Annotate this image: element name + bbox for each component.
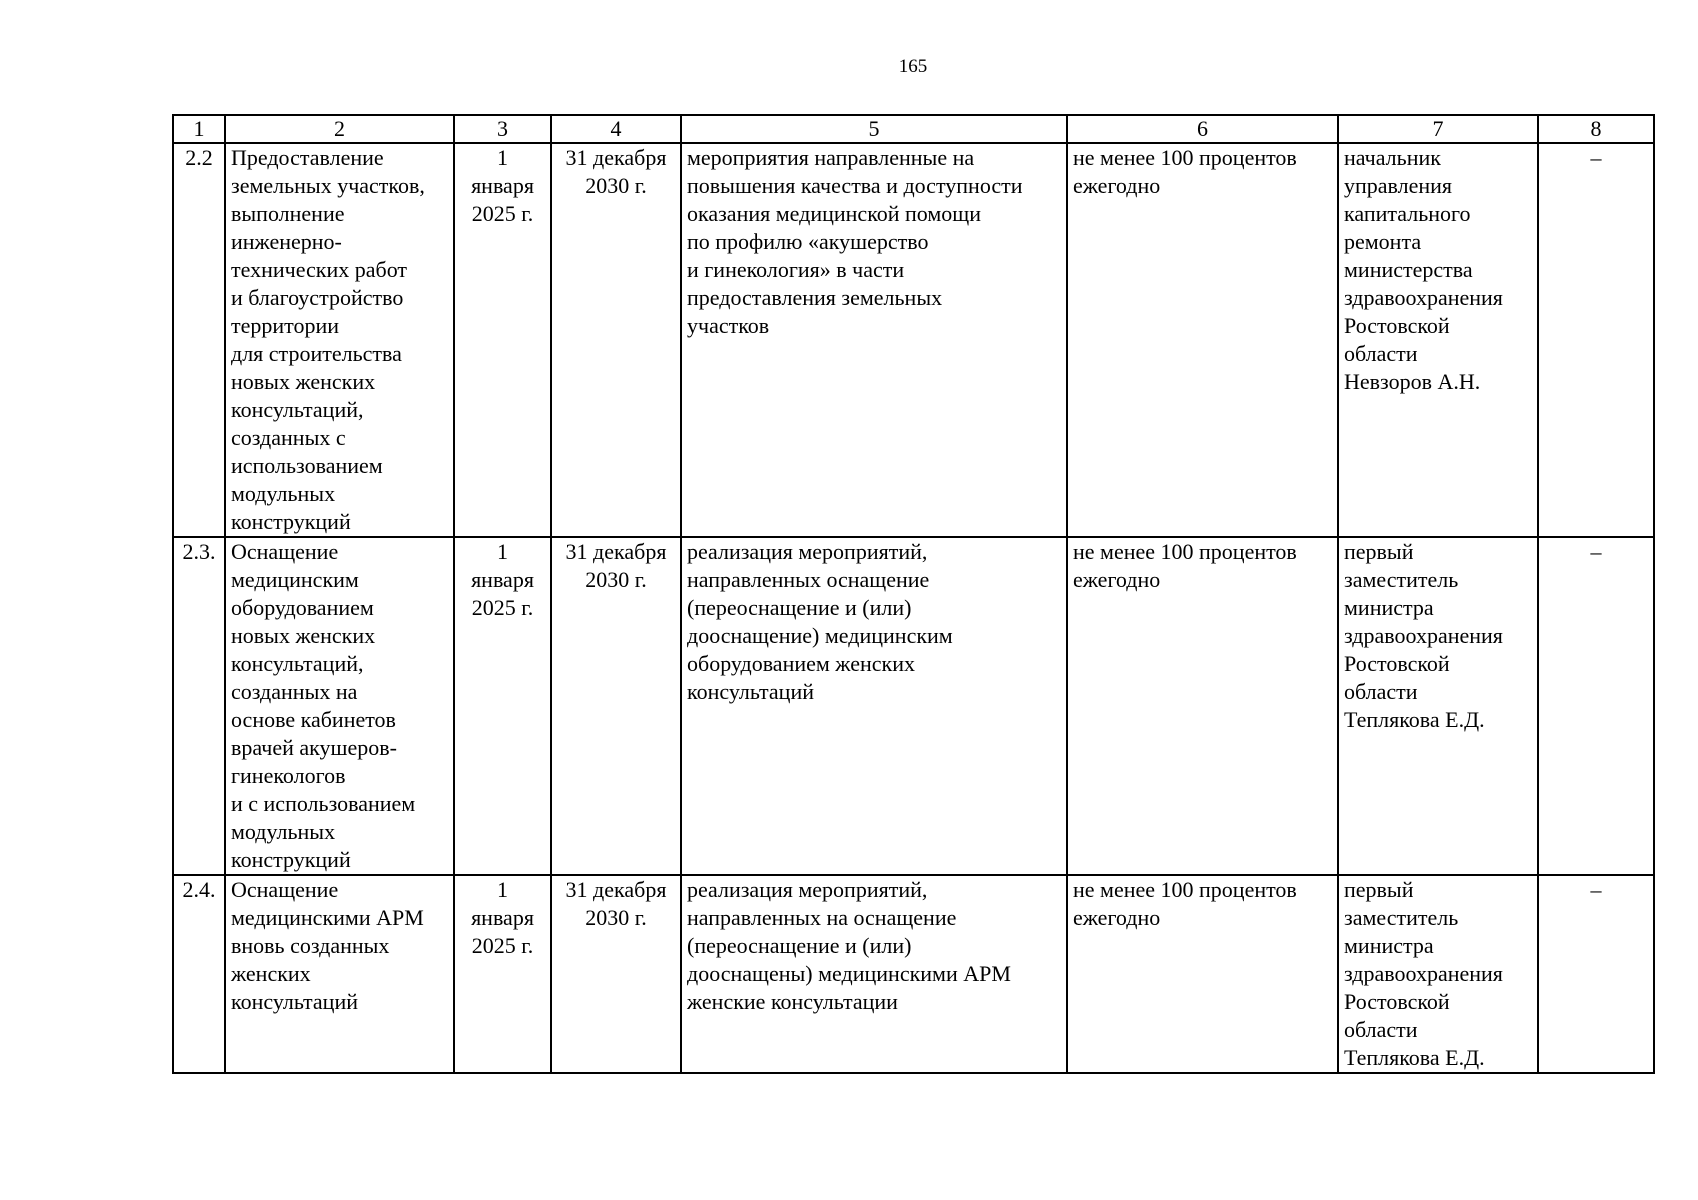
row-number: 2.2 xyxy=(173,143,225,537)
page-number: 165 xyxy=(898,56,928,77)
activity-name: Предоставление земельных участков, выполнение инженерно- технических работ и благоустройство территории для строительства новых женских консультаций, созданных с использованием модульных конструкций xyxy=(225,143,454,537)
column-header: 5 xyxy=(681,115,1067,143)
end-date: 31 декабря 2030 г. xyxy=(551,875,681,1073)
start-date: 1 января 2025 г. xyxy=(454,143,551,537)
column-header: 3 xyxy=(454,115,551,143)
column-header: 6 xyxy=(1067,115,1338,143)
indicator: не менее 100 процентов ежегодно xyxy=(1067,875,1338,1073)
note-cell: – xyxy=(1538,537,1654,875)
table-header xyxy=(173,115,1654,143)
table-row xyxy=(173,143,1654,537)
start-date: 1 января 2025 г. xyxy=(454,875,551,1073)
note-cell: – xyxy=(1538,143,1654,537)
column-header: 7 xyxy=(1338,115,1538,143)
column-header: 8 xyxy=(1538,115,1654,143)
indicator: не менее 100 процентов ежегодно xyxy=(1067,143,1338,537)
column-header: 2 xyxy=(225,115,454,143)
row-number: 2.3. xyxy=(173,537,225,875)
note-cell: – xyxy=(1538,875,1654,1073)
activity-description: реализация мероприятий, направленных оснащение (переоснащение и (или) дооснащение) медицинским оборудованием женских консультаций xyxy=(681,537,1067,875)
activity-name: Оснащение медицинским оборудованием новых женских консультаций, созданных на основе кабинетов врачей акушеров- гинекологов и с использованием модульных конструкций xyxy=(225,537,454,875)
table-row xyxy=(173,875,1654,1073)
indicator: не менее 100 процентов ежегодно xyxy=(1067,537,1338,875)
activity-name: Оснащение медицинскими АРМ вновь созданных женских консультаций xyxy=(225,875,454,1073)
column-header: 4 xyxy=(551,115,681,143)
row-number: 2.4. xyxy=(173,875,225,1073)
table-row xyxy=(173,537,1654,875)
plan-table xyxy=(172,114,1655,1074)
activity-description: реализация мероприятий, направленных на оснащение (переоснащение и (или) дооснащены) медицинскими АРМ женские консультации xyxy=(681,875,1067,1073)
end-date: 31 декабря 2030 г. xyxy=(551,143,681,537)
column-header: 1 xyxy=(173,115,225,143)
activity-description: мероприятия направленные на повышения качества и доступности оказания медицинской помощи по профилю «акушерство и гинекология» в части предоставления земельных участков xyxy=(681,143,1067,537)
end-date: 31 декабря 2030 г. xyxy=(551,537,681,875)
start-date: 1 января 2025 г. xyxy=(454,537,551,875)
responsible-person: первый заместитель министра здравоохранения Ростовской области Теплякова Е.Д. xyxy=(1338,537,1538,875)
responsible-person: начальник управления капитального ремонта министерства здравоохранения Ростовской области Невзоров А.Н. xyxy=(1338,143,1538,537)
responsible-person: первый заместитель министра здравоохранения Ростовской области Теплякова Е.Д. xyxy=(1338,875,1538,1073)
